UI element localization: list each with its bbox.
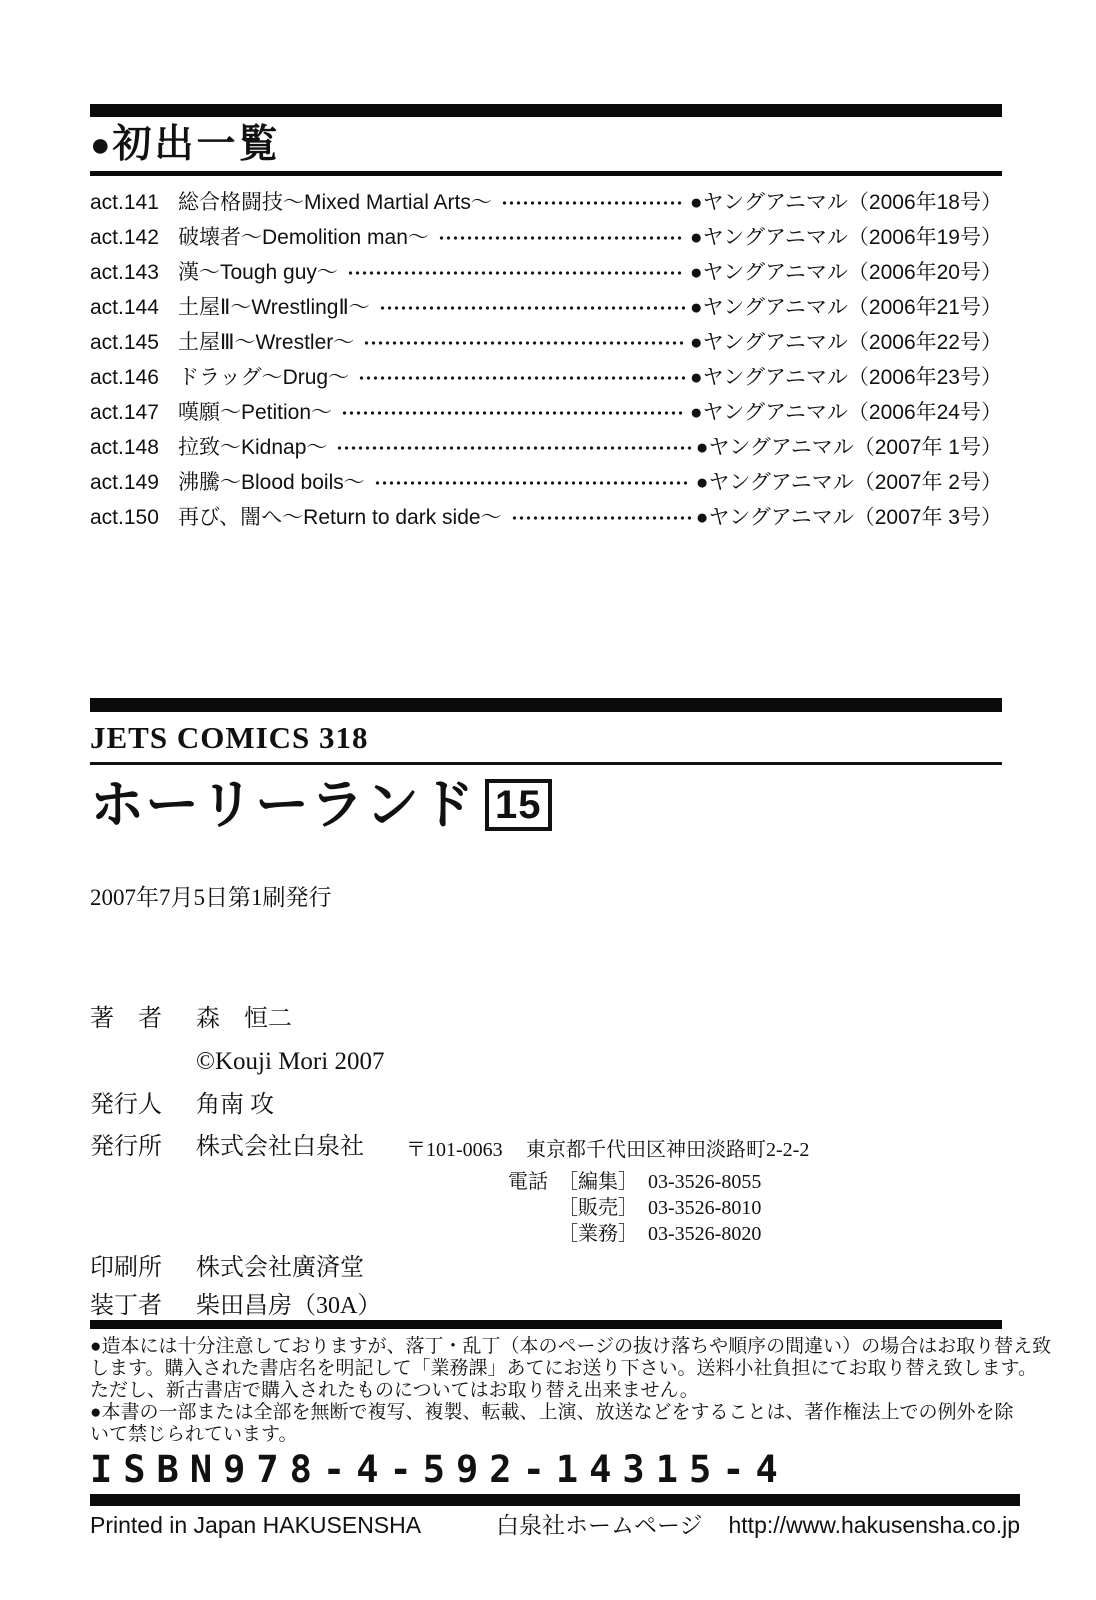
printer-label: 印刷所 bbox=[90, 1255, 162, 1281]
office-label: 発行所 bbox=[90, 1134, 162, 1160]
act-source bbox=[690, 325, 1002, 360]
bullet-icon: ● bbox=[695, 436, 709, 459]
bullet-icon: ● bbox=[689, 261, 703, 284]
list-item bbox=[90, 500, 1002, 535]
first-publication-section bbox=[90, 104, 1002, 535]
section-heading-text: 初出一覧 bbox=[112, 123, 281, 166]
printer-row bbox=[90, 1253, 1002, 1284]
dot-leader bbox=[336, 444, 690, 452]
copyright-line: ©Kouji Mori 2007 bbox=[196, 1048, 385, 1075]
act-number: act.147 bbox=[90, 401, 159, 424]
dot-leader bbox=[358, 374, 685, 382]
act-source bbox=[696, 500, 1002, 535]
act-source bbox=[690, 255, 1002, 290]
author-row bbox=[90, 1004, 1002, 1035]
act-source bbox=[690, 290, 1002, 325]
printer-name: 株式会社廣済堂 bbox=[196, 1255, 364, 1281]
homepage-label: 白泉社ホームページ bbox=[495, 1512, 703, 1538]
list-item bbox=[90, 220, 1002, 255]
series-label: JETS COMICS 318 bbox=[90, 720, 369, 755]
divider-bar-mid bbox=[90, 698, 1002, 712]
publishing-office-row bbox=[90, 1132, 1002, 1166]
bullet-icon: ● bbox=[689, 296, 703, 319]
designer-label: 装丁者 bbox=[90, 1293, 162, 1319]
author-label: 著 者 bbox=[90, 1006, 162, 1032]
act-source-text: ヤングアニマル（2007年 1号） bbox=[708, 436, 1002, 459]
book-title: ホーリーランド bbox=[90, 775, 475, 835]
act-source bbox=[690, 220, 1002, 255]
bullet-icon: ● bbox=[689, 331, 703, 354]
publisher-row bbox=[90, 1090, 1002, 1121]
act-title: 総合格闘技～Mixed Martial Arts～ bbox=[178, 191, 492, 214]
homepage-block bbox=[496, 1512, 1020, 1539]
phone-number: 03-3526-8010 bbox=[648, 1197, 762, 1219]
act-title: 嘆願～Petition～ bbox=[178, 401, 333, 424]
phone-number: 03-3526-8055 bbox=[648, 1171, 762, 1193]
act-number: act.141 bbox=[90, 191, 159, 214]
act-number: act.143 bbox=[90, 261, 159, 284]
act-source bbox=[696, 430, 1002, 465]
book-title-section bbox=[90, 698, 1002, 912]
bullet-icon: ● bbox=[689, 401, 703, 424]
bullet-icon: ● bbox=[695, 471, 709, 494]
act-number: act.150 bbox=[90, 506, 159, 529]
act-title: 拉致～Kidnap～ bbox=[178, 436, 328, 459]
act-number: act.148 bbox=[90, 436, 159, 459]
act-title: 再び、闇へ～Return to dark side～ bbox=[178, 506, 502, 529]
act-number: act.142 bbox=[90, 226, 159, 249]
book-title-row bbox=[90, 774, 1002, 836]
list-item bbox=[90, 465, 1002, 500]
phone-block bbox=[90, 1169, 1002, 1247]
bullet-icon: ● bbox=[689, 226, 703, 249]
notice-text bbox=[90, 1336, 1052, 1446]
isbn-number: ISBN978-4-592-14315-4 bbox=[90, 1448, 789, 1491]
phone-row bbox=[558, 1195, 1002, 1221]
list-item bbox=[90, 255, 1002, 290]
phone-number: 03-3526-8020 bbox=[648, 1223, 762, 1245]
divider-bar-notice bbox=[90, 1320, 1002, 1329]
edition-date: 2007年7月5日第1刷発行 bbox=[90, 885, 332, 910]
list-item bbox=[90, 360, 1002, 395]
bullet-icon: ● bbox=[90, 126, 111, 164]
list-item bbox=[90, 395, 1002, 430]
notice-line: ●造本には十分注意しておりますが、落丁・乱丁（本のページの抜け落ちや順序の間違い）の場合はお取り替え致 bbox=[90, 1336, 1052, 1357]
dot-leader bbox=[501, 199, 685, 207]
act-title: 漢～Tough guy～ bbox=[178, 261, 338, 284]
act-number: act.146 bbox=[90, 366, 159, 389]
bullet-icon: ● bbox=[695, 506, 709, 529]
act-number: act.149 bbox=[90, 471, 159, 494]
act-source bbox=[696, 465, 1002, 500]
act-title: 沸騰～Blood boils～ bbox=[178, 471, 365, 494]
thin-rule bbox=[90, 762, 1002, 765]
notice-section bbox=[90, 1320, 1052, 1446]
bullet-icon: ● bbox=[689, 366, 703, 389]
dot-leader bbox=[511, 514, 691, 522]
printed-in-japan-text: Printed in Japan HAKUSENSHA bbox=[90, 1512, 422, 1538]
notice-line: します。購入された書店名を明記して「業務課」あてにお送り下さい。送料小社負担にてお取り替え致します。 bbox=[90, 1358, 1037, 1379]
act-source-text: ヤングアニマル（2006年23号） bbox=[702, 366, 1002, 389]
publication-list bbox=[90, 185, 1002, 535]
list-item bbox=[90, 290, 1002, 325]
phone-label: 電話 bbox=[508, 1171, 548, 1193]
phone-row bbox=[558, 1221, 1002, 1247]
bullet-icon: ● bbox=[689, 191, 703, 214]
list-item bbox=[90, 185, 1002, 220]
list-item bbox=[90, 325, 1002, 360]
act-source-text: ヤングアニマル（2006年22号） bbox=[702, 331, 1002, 354]
phone-department: ［業務］ bbox=[558, 1223, 638, 1245]
divider-bar-bottom bbox=[90, 1494, 1020, 1506]
publisher-name: 角南 攻 bbox=[196, 1092, 274, 1118]
act-source-text: ヤングアニマル（2006年19号） bbox=[702, 226, 1002, 249]
homepage-url: http://www.hakusensha.co.jp bbox=[728, 1512, 1020, 1538]
dot-leader bbox=[379, 304, 685, 312]
dot-leader bbox=[341, 409, 685, 417]
divider-bar-top bbox=[90, 104, 1002, 117]
author-name: 森 恒二 bbox=[196, 1006, 292, 1032]
designer-row bbox=[90, 1291, 1002, 1322]
act-number: act.144 bbox=[90, 296, 159, 319]
postal-code: 〒101-0063 bbox=[406, 1139, 503, 1161]
publisher-label: 発行人 bbox=[90, 1092, 162, 1118]
list-item bbox=[90, 430, 1002, 465]
office-address: 東京都千代田区神田淡路町2-2-2 bbox=[526, 1139, 810, 1161]
dot-leader bbox=[374, 479, 691, 487]
colophon-credits bbox=[90, 1004, 1002, 1322]
act-source bbox=[690, 185, 1002, 220]
section-heading bbox=[90, 122, 1002, 168]
office-name: 株式会社白泉社 bbox=[196, 1134, 364, 1160]
phone-row bbox=[558, 1169, 1002, 1195]
act-source bbox=[690, 395, 1002, 430]
dot-leader bbox=[363, 339, 685, 347]
act-source-text: ヤングアニマル（2006年21号） bbox=[702, 296, 1002, 319]
notice-line: ただし、新古書店で購入されたものについてはお取り替え出来ません。 bbox=[90, 1380, 699, 1401]
act-number: act.145 bbox=[90, 331, 159, 354]
designer-name: 柴田昌房（30A） bbox=[196, 1293, 382, 1319]
phone-list bbox=[558, 1169, 1002, 1247]
volume-badge: 15 bbox=[485, 779, 552, 831]
act-title: ドラッグ～Drug～ bbox=[178, 366, 350, 389]
dot-leader bbox=[347, 269, 685, 277]
phone-department: ［編集］ bbox=[558, 1171, 638, 1193]
act-source-text: ヤングアニマル（2007年 2号） bbox=[708, 471, 1002, 494]
notice-line: ●本書の一部または全部を無断で複写、複製、転載、上演、放送などをすることは、著作権法上での例外を除 bbox=[90, 1402, 1014, 1423]
act-source-text: ヤングアニマル（2006年20号） bbox=[702, 261, 1002, 284]
act-title: 破壊者～Demolition man～ bbox=[178, 226, 429, 249]
notice-line: いて禁じられています。 bbox=[90, 1424, 298, 1445]
divider-bar-under-heading bbox=[90, 171, 1002, 176]
isbn-footer-section bbox=[90, 1450, 1020, 1539]
phone-department: ［販売］ bbox=[558, 1197, 638, 1219]
footer bbox=[90, 1512, 1020, 1539]
act-source-text: ヤングアニマル（2006年24号） bbox=[702, 401, 1002, 424]
dot-leader bbox=[438, 234, 685, 242]
act-title: 土屋Ⅲ～Wrestler～ bbox=[178, 331, 355, 354]
act-title: 土屋Ⅱ～WrestlingⅡ～ bbox=[178, 296, 370, 319]
act-source bbox=[690, 360, 1002, 395]
act-source-text: ヤングアニマル（2007年 3号） bbox=[708, 506, 1002, 529]
act-source-text: ヤングアニマル（2006年18号） bbox=[702, 191, 1002, 214]
